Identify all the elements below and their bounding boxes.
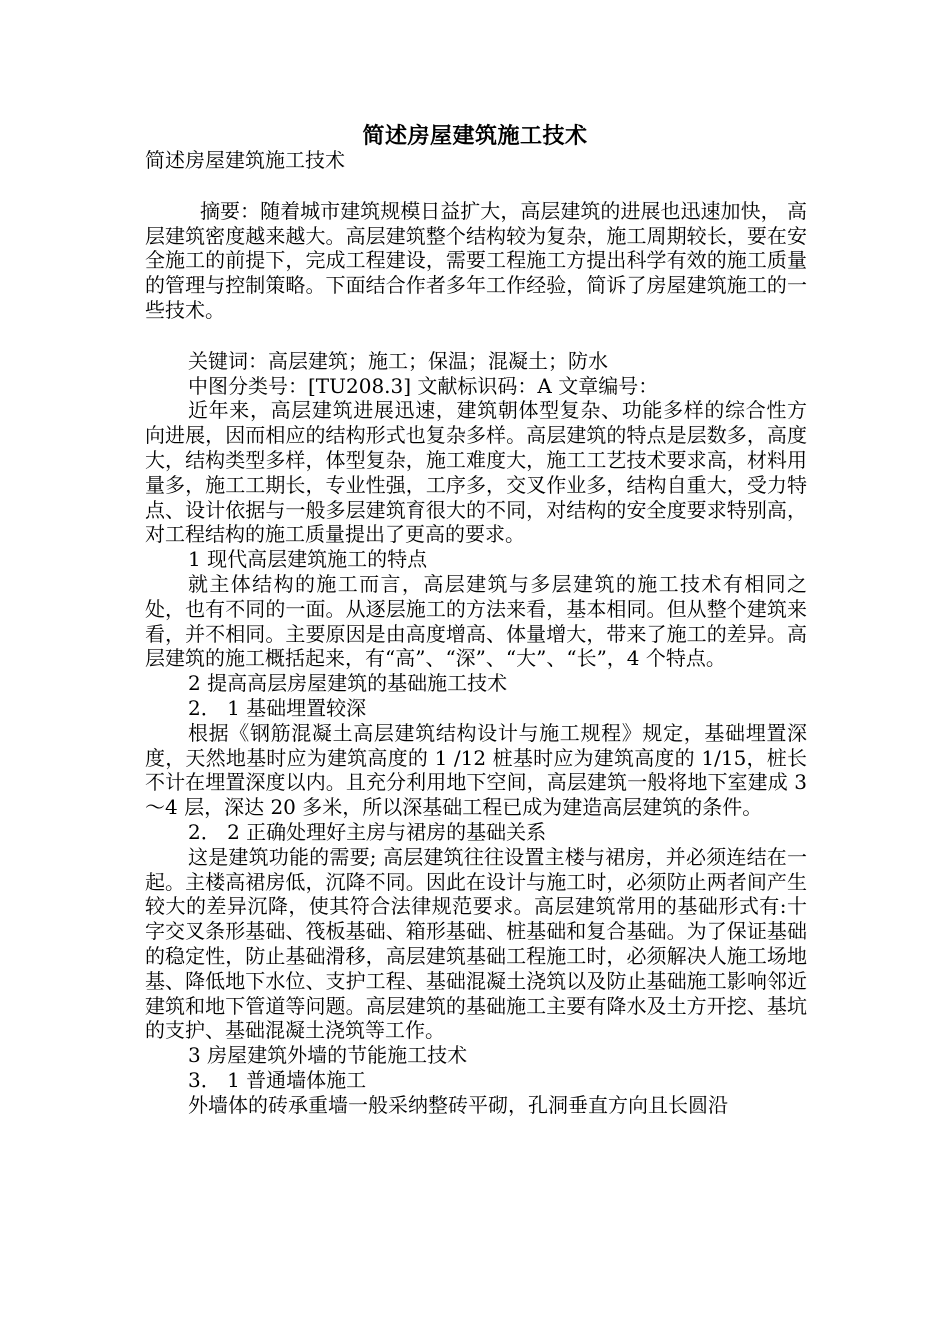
section-3-1-heading: 3． 1 普通墙体施工 [188,1067,367,1092]
section-3-1-paragraph: 外墙体的砖承重墙一般采纳整砖平砌，孔洞垂直方向且长圆沿 [188,1092,728,1117]
section-1-paragraph: 就主体结构的施工而言，高层建筑与多层建筑的施工技术有相同之处，也有不同的一面。从逐层施工的方法来看，基本相同。但从整个建筑来看，并不相同。主要原因是由高度增高、体量增大，带来了施工的差异。高层建筑的施工概括起来，有“高”、“深”、“大”、“长”，4 个特点。 [145,571,807,671]
section-2-2-paragraph: 这是建筑功能的需要; 高层建筑往往设置主楼与裙房，并必须连结在一起。主楼高裙房低，沉降不同。因此在设计与施工时，必须防止两者间产生较大的差异沉降，使其符合法律规范要求。高层建筑常用的基础形式有:十字交叉条形基础、筏板基础、箱形基础、桩基础和复合基础。为了保证基础的稳定性，防止基础滑移，高层建筑基础工程施工时，必须解决人施工场地基、降低地下水位、支护工程、基础混凝土浇筑以及防止基础施工影响邻近建筑和地下管道等问题。高层建筑的基础施工主要有降水及土方开挖、基坑的支护、基础混凝土浇筑等工作。 [145,844,807,1043]
section-2-heading: 2 提高高层房屋建筑的基础施工技术 [188,671,508,696]
section-3-heading: 3 房屋建筑外墙的节能施工技术 [188,1043,468,1068]
classification-line: 中图分类号：[TU208.3] 文献标识码：A 文章编号： [188,373,659,398]
keywords-line: 关键词：高层建筑；施工；保温；混凝土；防水 [188,348,608,373]
document-title: 简述房屋建筑施工技术 [362,124,588,149]
section-1-heading: 1 现代高层建筑施工的特点 [188,547,428,572]
section-2-1-paragraph: 根据《钢筋混凝土高层建筑结构设计与施工规程》规定，基础埋置深度，天然地基时应为建筑高度的 1 /12 桩基时应为建筑高度的 1/15，桩长不计在埋置深度以内。且充分利用地下空间，高层建筑一般将地下室建成 3～4 层，深达 20 多米，所以深基础工程已成为建造高层建筑的条件。 [145,720,807,820]
section-2-2-heading: 2． 2 正确处理好主房与裙房的基础关系 [188,819,547,844]
intro-paragraph: 近年来，高层建筑进展迅速，建筑朝体型复杂、功能多样的综合性方向进展，因而相应的结构形式也复杂多样。高层建筑的特点是层数多，高度大，结构类型多样，体型复杂，施工难度大，施工工艺技术要求高，材料用量多，施工工期长，专业性强，工序多，交叉作业多，结构自重大，受力特点、设计依据与一般多层建筑育很大的不同，对结构的安全度要求特别高，对工程结构的施工质量提出了更高的要求。 [145,398,807,547]
abstract-paragraph: 摘要：随着城市建筑规模日益扩大，高层建筑的进展也迅速加快， 高层建筑密度越来越大。高层建筑整个结构较为复杂，施工周期较长，要在安全施工的前提下，完成工程建设，需要工程施工方提出科学有效的施工质量的管理与控制策略。下面结合作者多年工作经验，简诉了房屋建筑施工的一些技术。 [145,198,807,322]
document-subtitle: 简述房屋建筑施工技术 [145,148,345,172]
document-body [145,148,807,1117]
section-2-1-heading: 2． 1 基础埋置较深 [188,695,367,720]
